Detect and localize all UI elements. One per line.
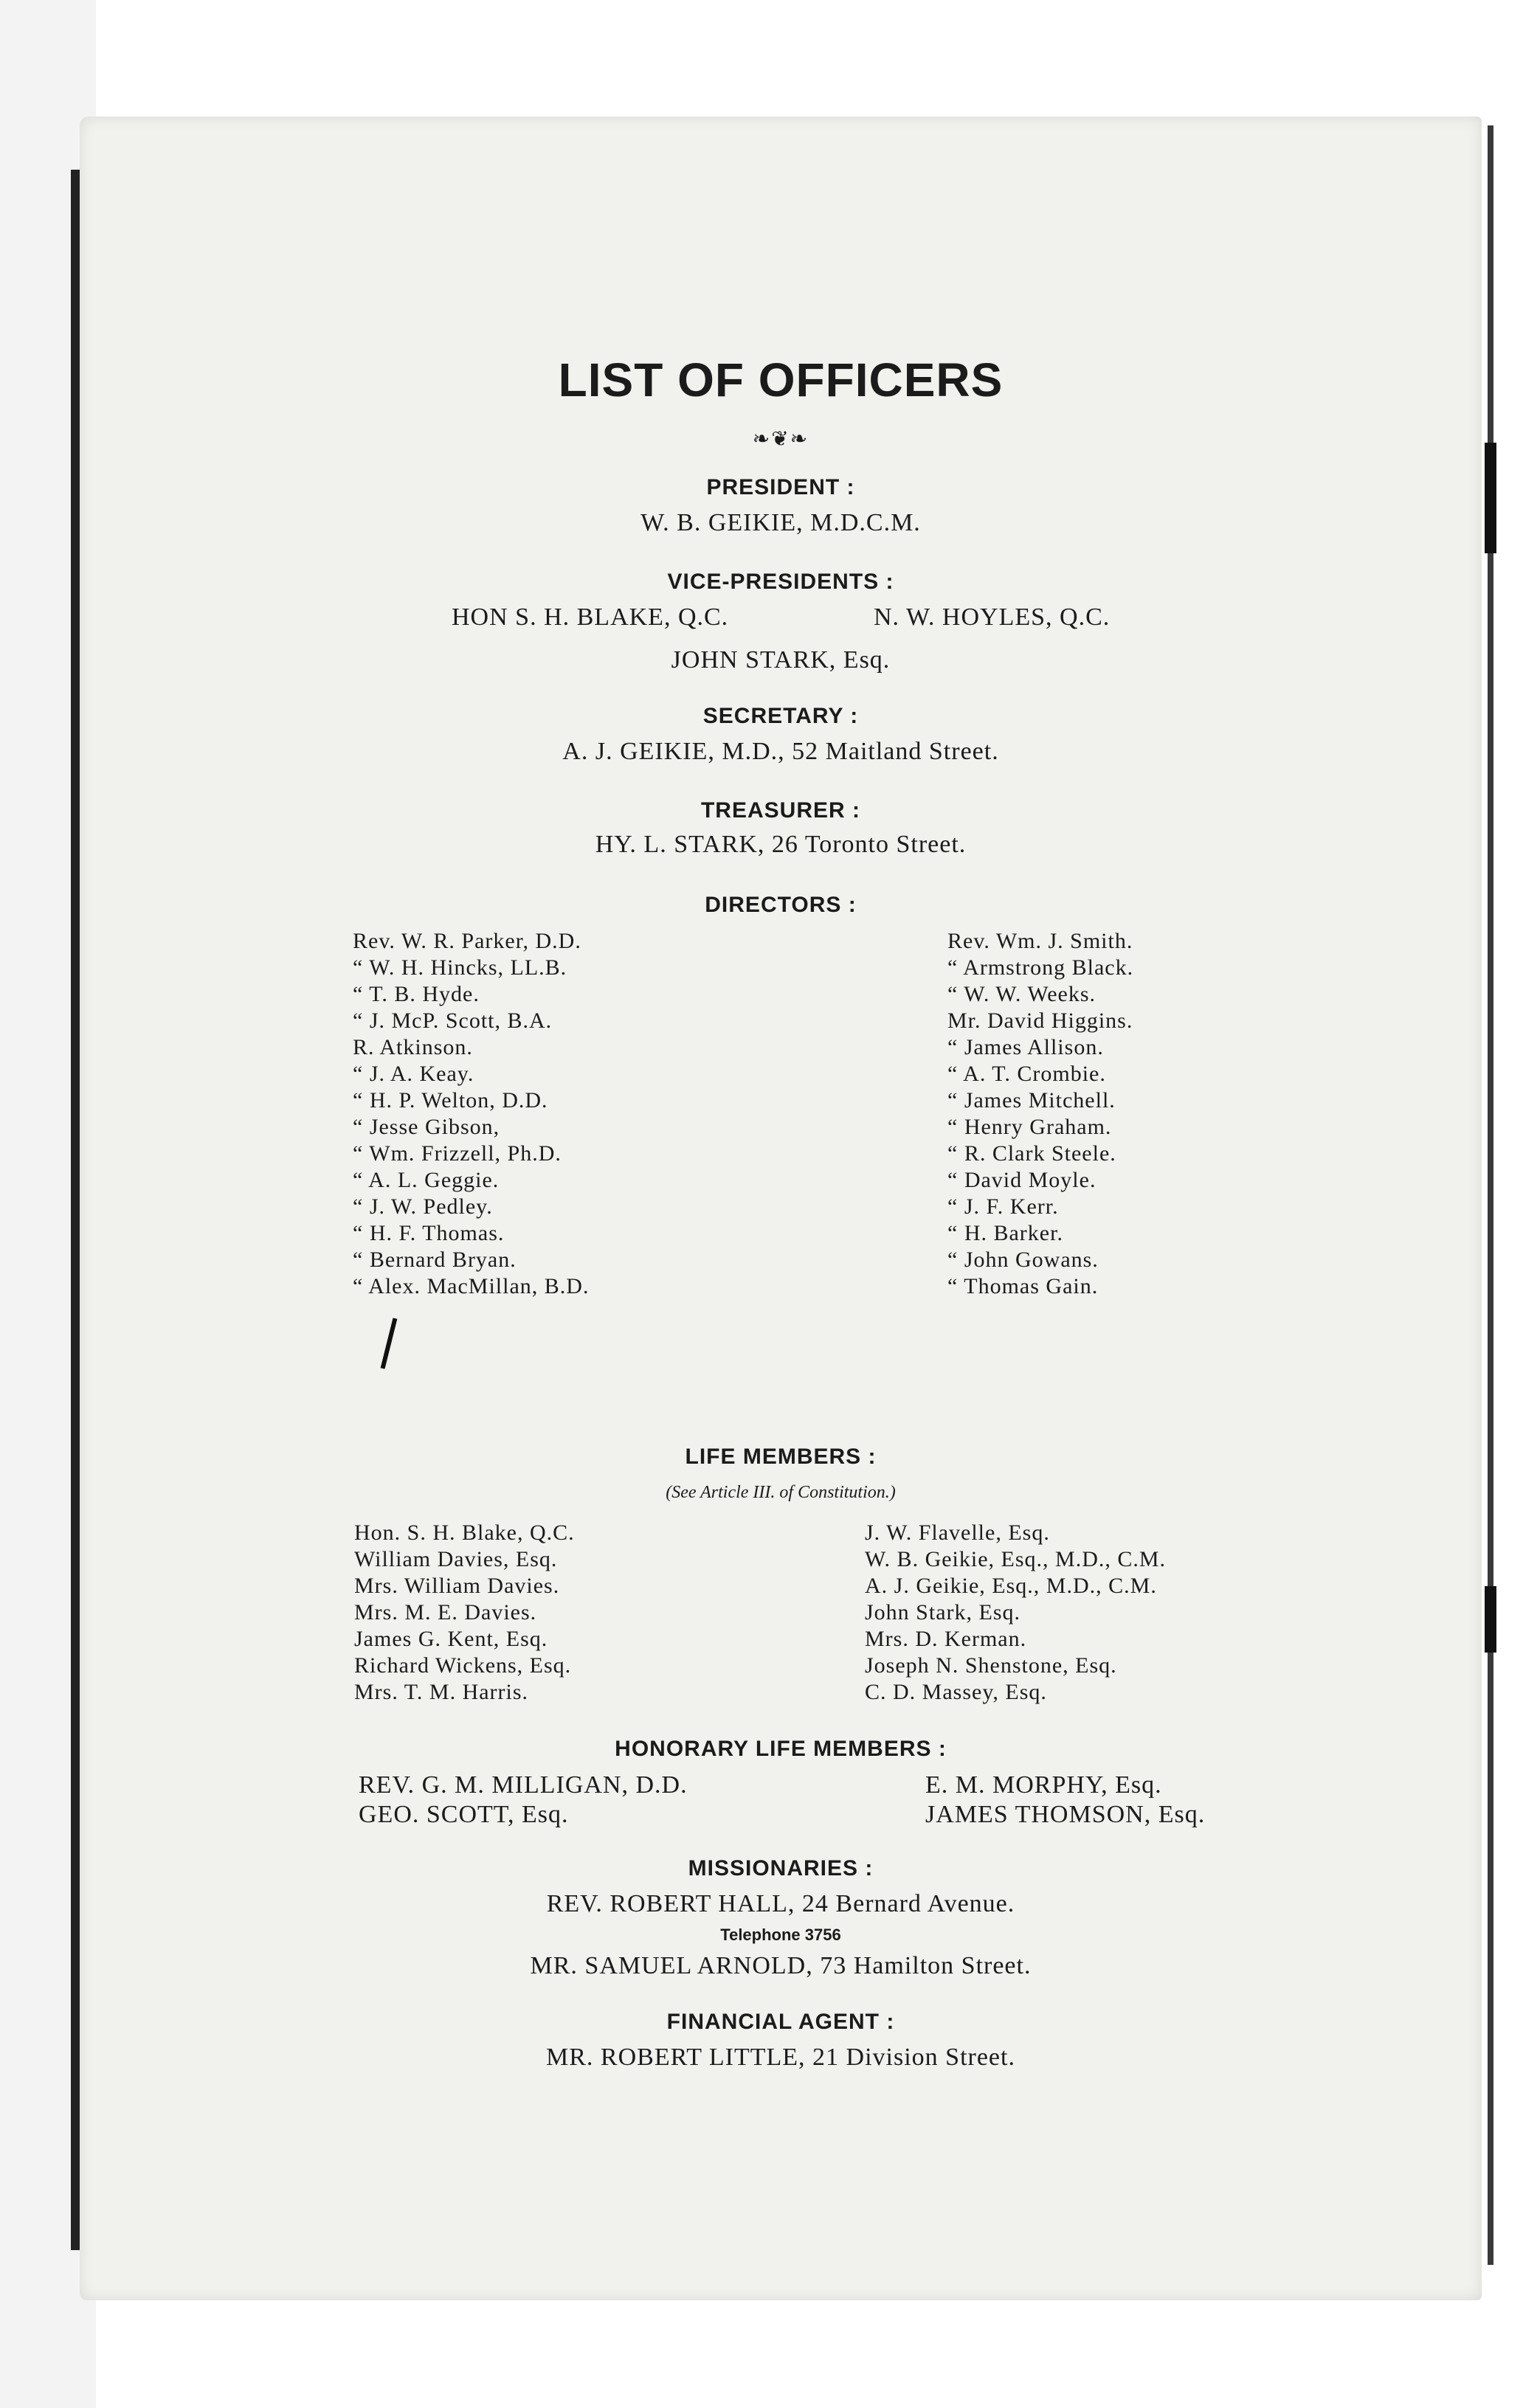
- document-content: [80, 117, 1482, 2300]
- vice-presidents-heading: VICE-PRESIDENTS :: [667, 570, 894, 594]
- director-entry: “ Alex. MacMillan, B.D.: [353, 1274, 590, 1298]
- director-entry: “ H. Barker.: [947, 1221, 1063, 1245]
- vice-president-right: N. W. HOYLES, Q.C.: [874, 603, 1111, 631]
- life-members-left-column: [354, 1520, 575, 1706]
- life-member-entry: James G. Kent, Esq.: [354, 1627, 548, 1651]
- missionaries-heading: MISSIONARIES :: [688, 1856, 874, 1881]
- director-entry: “ H. F. Thomas.: [353, 1221, 505, 1245]
- director-entry: “ David Moyle.: [947, 1168, 1097, 1192]
- director-entry: “ W. H. Hincks, LL.B.: [353, 955, 567, 980]
- director-entry: “ H. P. Welton, D.D.: [353, 1088, 548, 1113]
- secretary-name: A. J. GEIKIE, M.D., 52 Maitland Street.: [562, 738, 999, 765]
- life-member-entry: William Davies, Esq.: [354, 1547, 558, 1571]
- directors-right-column: [947, 928, 1133, 1300]
- director-entry: “ Bernard Bryan.: [353, 1248, 517, 1272]
- life-member-entry: J. W. Flavelle, Esq.: [865, 1520, 1050, 1545]
- director-entry: “ Armstrong Black.: [947, 955, 1134, 980]
- directors-left-column: [353, 928, 589, 1300]
- binding-mark: [1485, 443, 1496, 553]
- honorary-left-column: [359, 1771, 688, 1830]
- director-entry: “ Thomas Gain.: [947, 1274, 1099, 1298]
- financial-agent-name: MR. ROBERT LITTLE, 21 Division Street.: [546, 2044, 1015, 2071]
- director-entry: “ John Gowans.: [947, 1248, 1099, 1272]
- director-entry: “ W. W. Weeks.: [947, 982, 1097, 1006]
- pencil-mark: [381, 1318, 398, 1369]
- life-member-entry: Joseph N. Shenstone, Esq.: [865, 1653, 1117, 1678]
- financial-agent-heading: FINANCIAL AGENT :: [666, 2010, 895, 2034]
- director-entry: “ J. A. Keay.: [353, 1062, 474, 1086]
- missionary-first: REV. ROBERT HALL, 24 Bernard Avenue.: [546, 1890, 1015, 1917]
- director-entry: “ Henry Graham.: [947, 1115, 1112, 1139]
- life-member-entry: Richard Wickens, Esq.: [354, 1653, 572, 1678]
- directors-heading: DIRECTORS :: [705, 893, 857, 917]
- director-entry: “ T. B. Hyde.: [353, 982, 480, 1006]
- honorary-member-entry: GEO. SCOTT, Esq.: [359, 1801, 569, 1828]
- president-heading: PRESIDENT :: [706, 475, 855, 499]
- director-entry: “ J. F. Kerr.: [947, 1194, 1059, 1219]
- director-entry: “ A. T. Crombie.: [947, 1062, 1106, 1086]
- director-entry: “ A. L. Geggie.: [353, 1168, 500, 1192]
- director-entry: Mr. David Higgins.: [947, 1008, 1133, 1033]
- life-member-entry: Mrs. William Davies.: [354, 1574, 560, 1598]
- director-entry: “ J. McP. Scott, B.A.: [353, 1008, 553, 1033]
- life-member-entry: Mrs. T. M. Harris.: [354, 1680, 529, 1704]
- life-members-heading: LIFE MEMBERS :: [685, 1445, 877, 1469]
- binding-mark: [1485, 1586, 1496, 1653]
- honorary-life-members-heading: HONORARY LIFE MEMBERS :: [615, 1737, 947, 1761]
- director-entry: “ R. Clark Steele.: [947, 1141, 1116, 1166]
- life-member-entry: Mrs. D. Kerman.: [865, 1627, 1027, 1651]
- life-member-entry: Mrs. M. E. Davies.: [354, 1600, 537, 1625]
- honorary-right-column: [925, 1771, 1205, 1830]
- director-entry: “ James Mitchell.: [947, 1088, 1116, 1113]
- life-member-entry: W. B. Geikie, Esq., M.D., C.M.: [865, 1547, 1167, 1571]
- page-title: LIST OF OFFICERS: [558, 353, 1004, 406]
- director-entry: R. Atkinson.: [353, 1035, 473, 1059]
- missionary-second: MR. SAMUEL ARNOLD, 73 Hamilton Street.: [530, 1952, 1032, 1979]
- director-entry: “ Wm. Frizzell, Ph.D.: [353, 1141, 562, 1166]
- life-members-right-column: [865, 1520, 1166, 1706]
- title-ornament: ❧❦❧: [752, 428, 809, 451]
- president-name: W. B. GEIKIE, M.D.C.M.: [640, 509, 921, 536]
- secretary-heading: SECRETARY :: [702, 704, 859, 728]
- honorary-member-entry: JAMES THOMSON, Esq.: [925, 1801, 1206, 1828]
- director-entry: Rev. Wm. J. Smith.: [947, 929, 1133, 953]
- life-member-entry: C. D. Massey, Esq.: [865, 1680, 1047, 1704]
- honorary-member-entry: E. M. MORPHY, Esq.: [925, 1771, 1162, 1799]
- life-members-note: (See Article III. of Constitution.): [666, 1483, 896, 1502]
- vice-president-third: JOHN STARK, Esq.: [671, 646, 891, 674]
- vice-president-left: HON S. H. BLAKE, Q.C.: [452, 603, 729, 631]
- life-member-entry: John Stark, Esq.: [865, 1600, 1020, 1625]
- treasurer-name: HY. L. STARK, 26 Toronto Street.: [595, 831, 967, 858]
- treasurer-heading: TREASURER :: [700, 798, 860, 823]
- life-member-entry: A. J. Geikie, Esq., M.D., C.M.: [865, 1574, 1157, 1598]
- director-entry: “ Jesse Gibson,: [353, 1115, 500, 1139]
- director-entry: “ James Allison.: [947, 1035, 1104, 1059]
- director-entry: “ J. W. Pedley.: [353, 1194, 493, 1219]
- director-entry: Rev. W. R. Parker, D.D.: [353, 929, 581, 953]
- life-member-entry: Hon. S. H. Blake, Q.C.: [354, 1520, 575, 1545]
- honorary-member-entry: REV. G. M. MILLIGAN, D.D.: [359, 1771, 688, 1799]
- missionary-telephone: Telephone 3756: [720, 1926, 841, 1944]
